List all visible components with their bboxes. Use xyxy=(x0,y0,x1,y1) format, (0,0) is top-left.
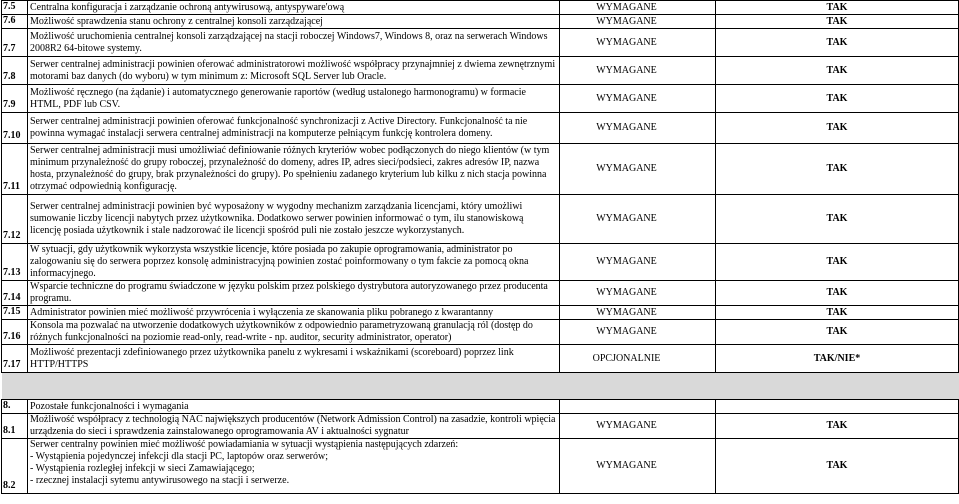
row-description: Serwer centralnej administracji powinien być wyposażony w wygodny mechanizm zarządzania licencjami, który umożliwi sumowanie liczby licencji nabytych przez użytkownika. Dodatkowo serwer powinien informować o tym, ilu stanowiskową licencję posiada użytkownik i stale nadzorować ile licencji spośród puli nie zostało jeszcze wykorzystanych. xyxy=(28,195,560,244)
row-answer: TAK xyxy=(716,306,959,320)
row-requirement: WYMAGANE xyxy=(560,29,716,57)
separator-cell xyxy=(2,373,959,400)
table-row xyxy=(2,439,959,494)
row-number: 7.12 xyxy=(2,195,28,244)
row-description: Możliwość sprawdzenia stanu ochrony z centralnej konsoli zarządzającej xyxy=(28,15,560,29)
table-row xyxy=(2,306,959,320)
row-number: 8.2 xyxy=(2,439,28,494)
description-line: - Wystąpienia rozległej infekcji w sieci Zamawiającego; xyxy=(30,463,255,474)
section-header xyxy=(2,400,959,414)
row-answer: TAK xyxy=(716,57,959,85)
row-requirement: WYMAGANE xyxy=(560,439,716,494)
table-row xyxy=(2,57,959,85)
row-number: 7.11 xyxy=(2,144,28,195)
row-answer: TAK xyxy=(716,195,959,244)
row-number: 7.17 xyxy=(2,345,28,373)
row-description: Serwer centralnej administracji musi umożliwiać definiowanie różnych kryteriów wobec podłączonych do niego klientów (w tym minimum przynależność do grupy roboczej, przynależność do domeny, adres IP, adres sieci/podsieci, zakres adresów IP, nazwa hosta, przynależność do grupy, brak przynależności do grupy). Po spełnieniu zadanego kryterium lub kilku z nich stacja powinna otrzymać odpowiednią konfigurację. xyxy=(28,144,560,195)
row-answer: TAK xyxy=(716,29,959,57)
row-answer: TAK xyxy=(716,15,959,29)
section-req-empty xyxy=(560,400,716,414)
row-number: 7.6 xyxy=(2,15,28,29)
table-row xyxy=(2,414,959,439)
row-description: Konsola ma pozwalać na utworzenie dodatkowych użytkowników z odpowiednio parametryzowaną granulacją ról (dostęp do różnych funkcjonalności na poziomie read-only, read-write - np. auditor, security administrator, operator) xyxy=(28,320,560,345)
row-description: Możliwość uruchomienia centralnej konsoli zarządzającej na stacji roboczej Windows7, Windows 8, oraz na serwerach Windows 2008R2 64-bitowe systemy. xyxy=(28,29,560,57)
table-row xyxy=(2,15,959,29)
row-description: Serwer centralnej administracji powinien oferować administratorowi możliwość współpracy przynajmniej z dwiema zewnętrznymi motorami baz danych (do wyboru) w tym minimum z: Microsoft SQL Server lub Oracle. xyxy=(28,57,560,85)
row-answer: TAK xyxy=(716,1,959,15)
row-answer: TAK xyxy=(716,414,959,439)
section-number: 8. xyxy=(2,400,28,414)
description-line: - rzecznej instalacji sytemu antywirusowego na stacji i serwerze. xyxy=(30,475,290,486)
table-row xyxy=(2,320,959,345)
row-requirement: WYMAGANE xyxy=(560,1,716,15)
row-requirement: WYMAGANE xyxy=(560,57,716,85)
row-requirement: WYMAGANE xyxy=(560,195,716,244)
row-requirement: WYMAGANE xyxy=(560,320,716,345)
table-row xyxy=(2,1,959,15)
row-description: Serwer centralnej administracji powinien oferować funkcjonalność synchronizacji z Active Directory. Funkcjonalność ta nie powinna wymagać instalacji serwera centralnej administracji na komputerze pełniącym funkcję kontrolera domeny. xyxy=(28,113,560,144)
row-answer: TAK xyxy=(716,113,959,144)
row-description: Wsparcie techniczne do programu świadczone w języku polskim przez polskiego dystrybutora autoryzowanego przez producenta programu. xyxy=(28,281,560,306)
row-answer: TAK xyxy=(716,439,959,494)
row-answer: TAK xyxy=(716,244,959,281)
table-row xyxy=(2,244,959,281)
row-requirement: WYMAGANE xyxy=(560,144,716,195)
row-description: Centralna konfiguracja i zarządzanie ochroną antywirusową, antyspyware'ową xyxy=(28,1,560,15)
row-requirement: WYMAGANE xyxy=(560,85,716,113)
description-line: Serwer centralny powinien mieć możliwość powiadamiania w sytuacji wystąpienia następujących zdarzeń: xyxy=(30,439,459,450)
row-description: Możliwość współpracy z technologią NAC największych producentów (Network Admission Control) na zasadzie, kontroli wpięcia urządzenia do sieci i sprawdzenia zainstalowanego oprogramowania AV i aktualności sygnatur xyxy=(28,414,560,439)
row-description: Możliwość prezentacji zdefiniowanego przez użytkownika panelu z wykresami i wskaźnikami (scoreboard) poprzez link HTTP/HTTPS xyxy=(28,345,560,373)
requirements-table xyxy=(1,0,959,494)
row-number: 8.1 xyxy=(2,414,28,439)
table-row xyxy=(2,345,959,373)
row-requirement: WYMAGANE xyxy=(560,414,716,439)
table-row xyxy=(2,85,959,113)
row-answer: TAK xyxy=(716,85,959,113)
section-ans-empty xyxy=(716,400,959,414)
row-number: 7.14 xyxy=(2,281,28,306)
row-number: 7.15 xyxy=(2,306,28,320)
row-answer: TAK xyxy=(716,320,959,345)
row-number: 7.9 xyxy=(2,85,28,113)
row-answer: TAK xyxy=(716,144,959,195)
row-requirement: WYMAGANE xyxy=(560,113,716,144)
row-number: 7.16 xyxy=(2,320,28,345)
section-title: Pozostałe funkcjonalności i wymagania xyxy=(28,400,560,414)
table-row xyxy=(2,281,959,306)
row-requirement: WYMAGANE xyxy=(560,244,716,281)
row-description: Możliwość ręcznego (na żądanie) i automatycznego generowanie raportów (według ustalonego harmonogramu) w formacie HTML, PDF lub CSV. xyxy=(28,85,560,113)
row-number: 7.13 xyxy=(2,244,28,281)
row-description xyxy=(28,439,560,494)
section-separator xyxy=(2,373,959,400)
table-row xyxy=(2,29,959,57)
row-description: W sytuacji, gdy użytkownik wykorzysta wszystkie licencje, które posiada po zakupie oprogramowania, administrator po zalogowaniu się do serwera poprzez konsolę administracyjną powinien zostać poinformowany o tym fakcie za pomocą okna informacyjnego. xyxy=(28,244,560,281)
row-answer: TAK xyxy=(716,281,959,306)
row-description: Administrator powinien mieć możliwość przywrócenia i wyłączenia ze skanowania pliku pobranego z kwarantanny xyxy=(28,306,560,320)
row-number: 7.5 xyxy=(2,1,28,15)
row-number: 7.7 xyxy=(2,29,28,57)
row-requirement: WYMAGANE xyxy=(560,281,716,306)
row-requirement: WYMAGANE xyxy=(560,15,716,29)
table-row xyxy=(2,195,959,244)
row-requirement: WYMAGANE xyxy=(560,306,716,320)
description-line: - Wystąpienia pojedynczej infekcji dla stacji PC, laptopów oraz serwerów; xyxy=(30,451,329,462)
row-number: 7.10 xyxy=(2,113,28,144)
table-row xyxy=(2,144,959,195)
row-number: 7.8 xyxy=(2,57,28,85)
table-row xyxy=(2,113,959,144)
row-requirement: OPCJONALNIE xyxy=(560,345,716,373)
row-answer: TAK/NIE* xyxy=(716,345,959,373)
